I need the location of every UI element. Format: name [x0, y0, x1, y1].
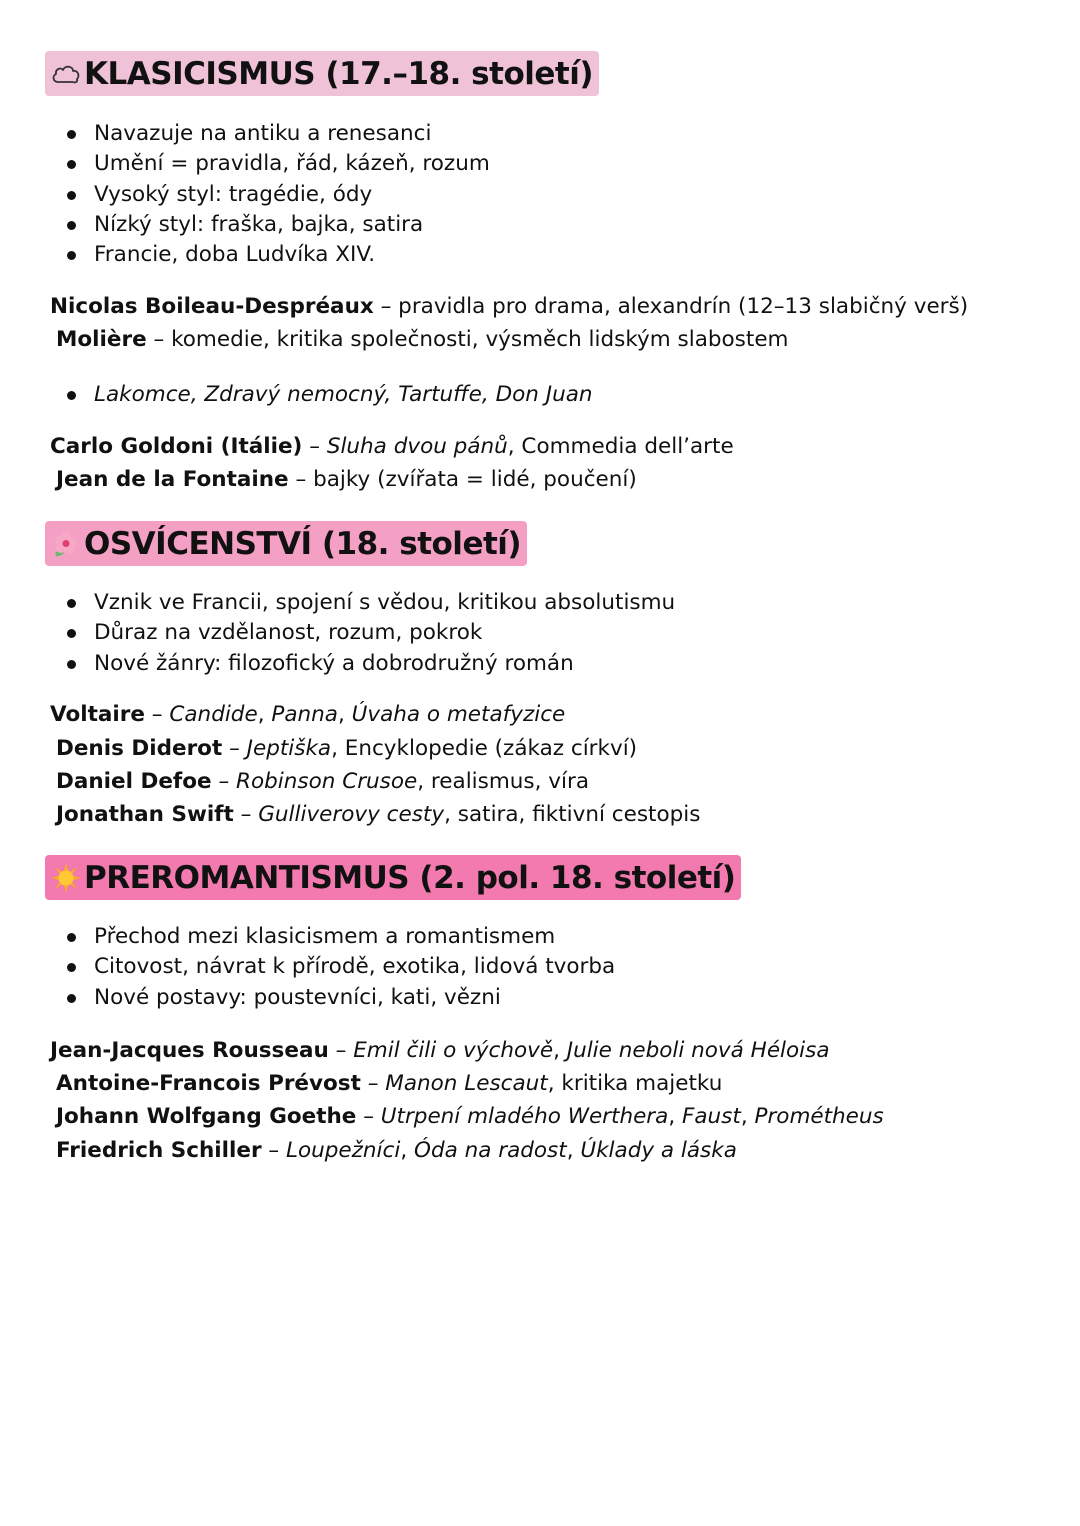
separator: –: [356, 1104, 381, 1129]
author-line: [50, 700, 565, 730]
author-name: Molière: [56, 327, 147, 352]
list-item: Přechod mezi klasicismem a romantismem: [66, 922, 615, 952]
separator: ,: [257, 702, 272, 727]
author-description: bajky (zvířata = lidé, poučení): [313, 467, 637, 492]
author-line: [56, 1069, 722, 1099]
separator: –: [233, 802, 259, 827]
list-item: Nové žánry: filozofický a dobrodružný román: [66, 649, 675, 679]
bullet-list: [66, 588, 675, 679]
author-name: Jean de la Fontaine: [56, 467, 289, 492]
work-title: Jeptiška: [246, 736, 332, 761]
work-title: Sluha dvou pánů: [326, 434, 508, 459]
work-title: Óda na radost: [414, 1138, 567, 1163]
author-name: Jean-Jacques Rousseau: [50, 1038, 329, 1063]
separator: –: [288, 467, 314, 492]
author-line: [56, 465, 637, 495]
list-item: Nízký styl: fraška, bajka, satira: [66, 210, 490, 240]
separator: ,: [337, 702, 352, 727]
sun-icon: [49, 861, 83, 895]
author-description: pravidla pro drama, alexandrín (12–13 slabičný verš): [398, 294, 969, 319]
author-line: [50, 1036, 830, 1066]
work-title: Loupežníci: [286, 1138, 401, 1163]
author-line: [56, 325, 788, 355]
work-title: Gulliverovy cesty: [258, 802, 445, 827]
author-name: Friedrich Schiller: [56, 1138, 262, 1163]
separator: –: [144, 702, 170, 727]
list-item: Citovost, návrat k přírodě, exotika, lidová tvorba: [66, 952, 615, 982]
author-description: , Encyklopedie (zákaz církví): [331, 736, 638, 761]
bullet-list: [66, 119, 490, 270]
work-title: Robinson Crusoe: [236, 769, 418, 794]
author-name: Jonathan Swift: [56, 802, 234, 827]
works-text: Lakomce, Zdravý nemocný, Tartuffe, Don Juan: [94, 382, 593, 407]
separator: –: [360, 1071, 386, 1096]
author-line: [56, 1102, 884, 1132]
separator: ,: [400, 1138, 415, 1163]
separator: –: [222, 736, 247, 761]
author-description: , kritika majetku: [547, 1071, 723, 1096]
work-title: Candide: [169, 702, 258, 727]
heading-text: KLASICISMUS (17.–18. století): [84, 55, 594, 92]
author-description: , realismus, víra: [417, 769, 589, 794]
heading-text: OSVÍCENSTVÍ (18. století): [84, 525, 522, 562]
author-name: Nicolas Boileau-Despréaux: [50, 294, 374, 319]
author-name: Antoine-Francois Prévost: [56, 1071, 361, 1096]
separator: ,: [566, 1138, 581, 1163]
author-line: [50, 432, 734, 462]
separator: –: [373, 294, 399, 319]
list-item: Navazuje na antiku a renesanci: [66, 119, 490, 149]
work-title: Manon Lescaut: [385, 1071, 548, 1096]
author-description: , satira, fiktivní cestopis: [444, 802, 701, 827]
author-line: [56, 1136, 737, 1166]
author-line: [56, 800, 700, 830]
author-name: Voltaire: [50, 702, 145, 727]
section-heading: [45, 51, 599, 96]
author-name: Daniel Defoe: [56, 769, 212, 794]
author-description: komedie, kritika společnosti, výsměch lidským slabostem: [171, 327, 789, 352]
separator: ,: [668, 1104, 682, 1129]
list-item: Důraz na vzdělanost, rozum, pokrok: [66, 618, 675, 648]
separator: ,: [740, 1104, 755, 1129]
separator: –: [146, 327, 172, 352]
work-title: Úvaha o metafyzice: [351, 702, 566, 727]
bullet-list: [66, 922, 615, 1013]
author-name: Denis Diderot: [56, 736, 223, 761]
work-title: Prométheus: [754, 1104, 884, 1129]
separator: –: [211, 769, 237, 794]
section-heading: [45, 521, 527, 566]
work-title: Faust: [682, 1104, 741, 1129]
list-item: Francie, doba Ludvíka XIV.: [66, 240, 490, 270]
separator: ,: [553, 1038, 567, 1063]
work-title: Úklady a láska: [580, 1138, 737, 1163]
separator: –: [302, 434, 327, 459]
author-name: Carlo Goldoni (Itálie): [50, 434, 303, 459]
list-item: Vznik ve Francii, spojení s vědou, kritikou absolutismu: [66, 588, 675, 618]
author-line: [56, 767, 589, 797]
works-list: [66, 380, 593, 410]
separator: –: [328, 1038, 354, 1063]
work-title: Julie neboli nová Héloisa: [566, 1038, 830, 1063]
work-title: Utrpení mladého Werthera: [380, 1104, 669, 1129]
author-name: Johann Wolfgang Goethe: [56, 1104, 357, 1129]
author-line: [56, 734, 637, 764]
work-title: Panna: [271, 702, 338, 727]
list-item: Umění = pravidla, řád, kázeň, rozum: [66, 149, 490, 179]
author-line: [50, 292, 968, 322]
separator: –: [261, 1138, 287, 1163]
work-title: Emil čili o výchově: [353, 1038, 554, 1063]
list-item: Nové postavy: poustevníci, kati, vězni: [66, 983, 615, 1013]
list-item: Vysoký styl: tragédie, ódy: [66, 180, 490, 210]
heading-text: PREROMANTISMUS (2. pol. 18. století): [84, 859, 736, 896]
flower-icon: [49, 527, 83, 561]
section-heading: [45, 855, 741, 900]
cloud-icon: [49, 57, 83, 91]
author-description: , Commedia dell’arte: [507, 434, 734, 459]
list-item: [66, 380, 593, 410]
